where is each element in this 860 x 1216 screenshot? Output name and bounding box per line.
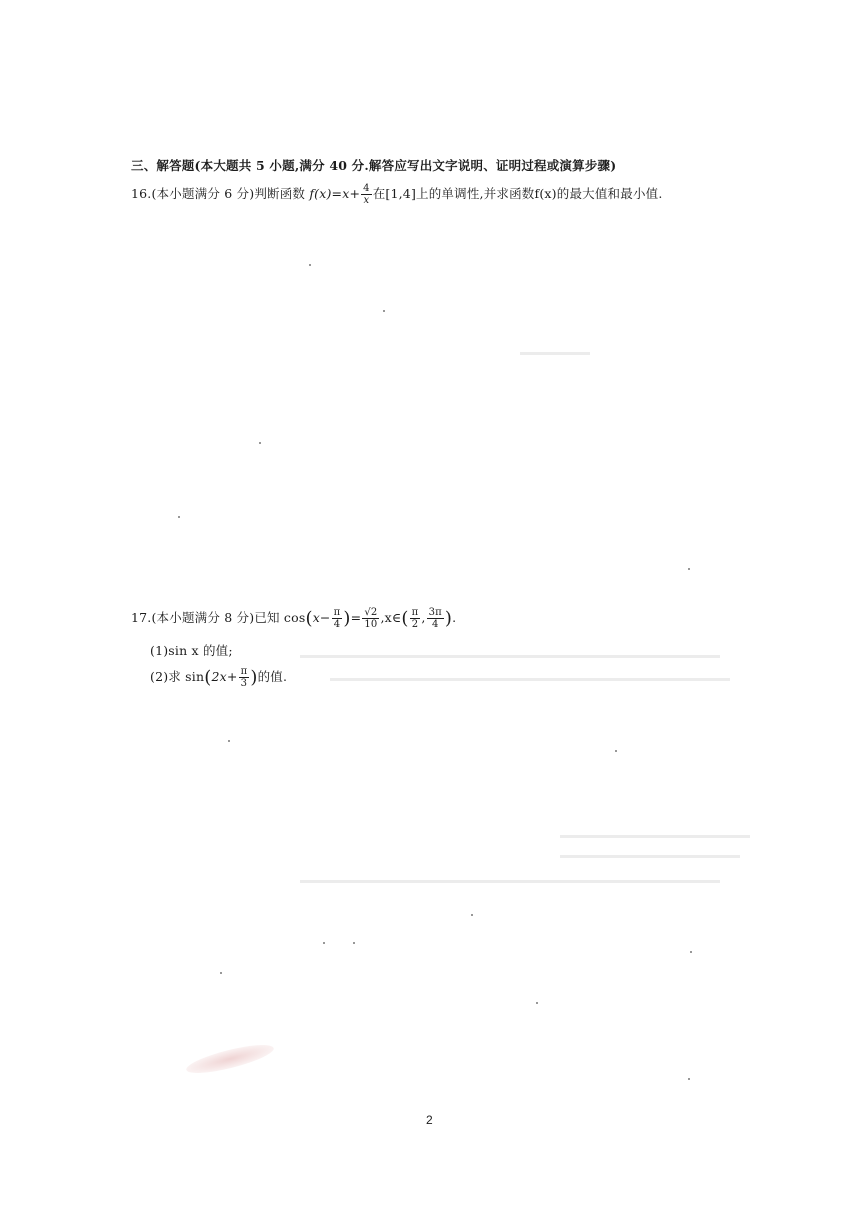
q17-end: . <box>452 610 457 625</box>
part2-right-paren: ) <box>250 667 258 688</box>
question-17 <box>131 607 456 630</box>
q17-arg-num: π <box>333 607 341 618</box>
q17-value-fraction <box>362 607 379 630</box>
scan-speck <box>353 942 355 944</box>
right-paren: ) <box>343 608 351 629</box>
q17-interval-a <box>410 607 421 630</box>
q16-function: f(x)=x+ <box>309 186 361 201</box>
scan-artifact <box>520 352 590 355</box>
q17-part2-den: 3 <box>240 678 248 689</box>
scan-artifact <box>560 855 740 858</box>
q17-val-den: 10 <box>364 619 378 630</box>
q17-int-a-num: π <box>411 607 419 618</box>
q17-eq: = <box>350 610 362 625</box>
q17-int-b-num: 3π <box>428 607 442 618</box>
scan-artifact <box>300 655 720 658</box>
q17-part2-fraction <box>239 666 250 689</box>
scan-speck <box>688 1078 690 1080</box>
scan-artifact <box>330 678 730 681</box>
scan-speck <box>309 264 311 266</box>
q17-interval-b <box>427 607 444 630</box>
part2-left-paren: ( <box>204 667 212 688</box>
q16-suffix: 在[1,4]上的单调性,并求函数f(x)的最大值和最小值. <box>372 186 663 201</box>
page-number: 2 <box>426 1113 433 1127</box>
q17-int-b-den: 4 <box>431 619 439 630</box>
scan-speck <box>220 972 222 974</box>
q17-part2-suffix: 的值. <box>257 669 288 684</box>
q16-frac-num: 4 <box>363 183 370 194</box>
q17-part-1: (1)sin x 的值; <box>150 643 233 658</box>
q17-int-a-den: 2 <box>411 619 419 630</box>
q17-part2-arg: 2x+ <box>211 669 238 684</box>
scan-speck <box>690 951 692 953</box>
q17-int-sep: , <box>421 610 426 625</box>
q16-frac-den: x <box>363 195 370 206</box>
q17-part-2 <box>150 666 287 689</box>
q17-part2-num: π <box>240 666 248 677</box>
scan-speck <box>228 740 230 742</box>
scan-speck <box>259 442 261 444</box>
scan-speck <box>323 942 325 944</box>
scan-speck <box>688 568 690 570</box>
left-paren: ( <box>305 608 313 629</box>
section-heading: 三、解答题(本大题共 5 小题,满分 40 分.解答应写出文字说明、证明过程或演算步骤) <box>131 158 617 173</box>
q17-arg: x− <box>312 610 331 625</box>
q17-prefix: 17.(本小题满分 8 分)已知 cos <box>131 610 306 625</box>
q17-part2-prefix: (2)求 sin <box>150 669 205 684</box>
scan-speck <box>383 310 385 312</box>
q16-prefix: 16.(本小题满分 6 分)判断函数 <box>131 186 310 201</box>
q17-arg-fraction <box>332 607 343 630</box>
scan-speck <box>536 1002 538 1004</box>
scan-speck <box>178 516 180 518</box>
q16-fraction <box>361 183 372 206</box>
q17-arg-den: 4 <box>333 619 341 630</box>
interval-right-paren: ) <box>444 608 453 629</box>
question-16 <box>131 183 663 206</box>
scan-artifact <box>300 880 720 883</box>
scan-speck <box>615 750 617 752</box>
scan-artifact <box>560 835 750 838</box>
scan-speck <box>471 914 473 916</box>
q17-val-num: √2 <box>364 607 378 618</box>
interval-left-paren: ( <box>401 608 409 629</box>
scan-smudge <box>184 1039 276 1078</box>
q17-domain: ,x∈ <box>380 610 402 625</box>
